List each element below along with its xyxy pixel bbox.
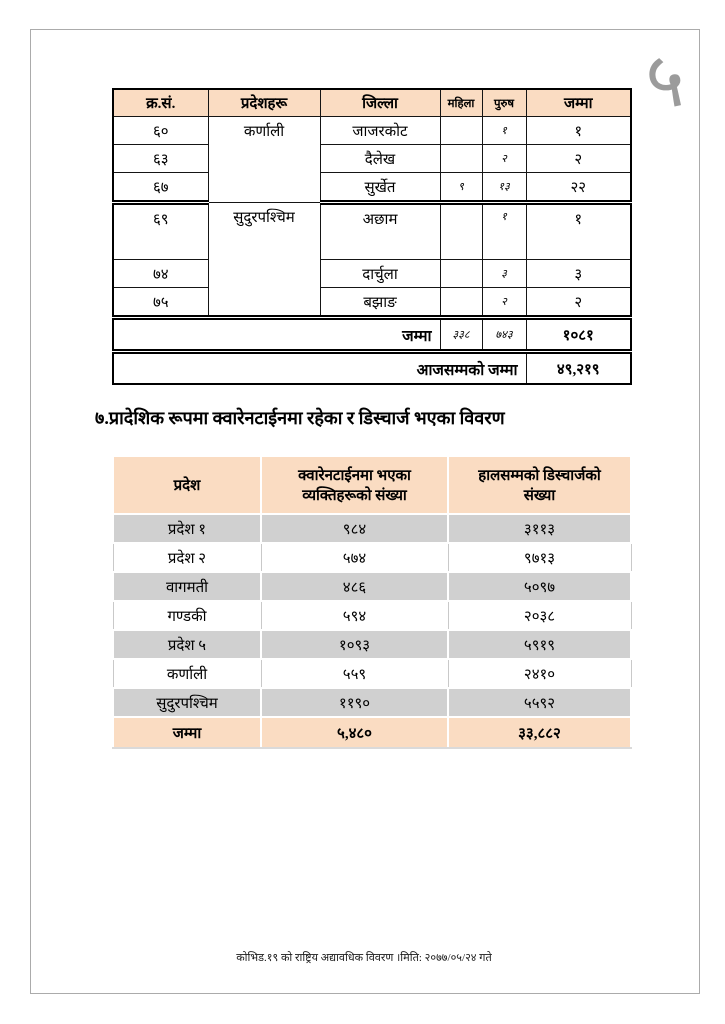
- cell-female: [440, 145, 482, 173]
- cell-female: [440, 260, 482, 288]
- province-table-container: [112, 455, 632, 749]
- cell-total: २: [526, 145, 631, 173]
- grand-total-row: [113, 352, 631, 385]
- total-value: १०८१: [526, 318, 631, 352]
- province-quarantine-table: [112, 455, 632, 749]
- district-breakdown-table: [112, 88, 632, 385]
- col-header-female: महिला: [440, 89, 482, 117]
- table-row: [113, 688, 631, 717]
- table-row: [113, 288, 631, 318]
- cell-province: प्रदेश ५: [113, 630, 261, 659]
- cell-male: १: [482, 117, 526, 145]
- cell-quarantine: ४८६: [261, 572, 448, 601]
- total-row: [113, 318, 631, 352]
- page-footer: कोभिड.१९ को राष्ट्रिय अद्यावधिक विवरण ।मिति: २०७७/०५/२४ गते: [236, 952, 492, 964]
- cell-discharge: २४१०: [448, 659, 631, 688]
- grand-total-label: आजसम्मको जम्मा: [113, 352, 526, 385]
- cell-serial: ६९: [113, 203, 208, 260]
- table-row: [113, 145, 631, 173]
- section-heading: ७.प्रादेशिक रूपमा क्वारेनटाईनमा रहेका र डिस्चार्ज भएका विवरण: [95, 408, 505, 428]
- table-row: [113, 514, 631, 543]
- cell-province: वागमती: [113, 572, 261, 601]
- table-row: [113, 572, 631, 601]
- cell-discharge: २०३८: [448, 601, 631, 630]
- total-quarantine: ५,४८०: [261, 717, 448, 748]
- cell-quarantine: ५५९: [261, 659, 448, 688]
- cell-male: ३: [482, 260, 526, 288]
- cell-district: दार्चुला: [320, 260, 440, 288]
- district-table-header-row: [113, 89, 631, 117]
- cell-male: १: [482, 203, 526, 260]
- cell-male: २: [482, 145, 526, 173]
- cell-district: जाजरकोट: [320, 117, 440, 145]
- cell-district: बझाङ: [320, 288, 440, 318]
- cell-quarantine: ५९४: [261, 601, 448, 630]
- cell-province: प्रदेश १: [113, 514, 261, 543]
- grand-total-value: ४९,२१९: [526, 352, 631, 385]
- cell-discharge: ९७१३: [448, 543, 631, 572]
- cell-province: कर्णाली: [208, 117, 320, 203]
- total-label: जम्मा: [113, 717, 261, 748]
- total-discharge: ३३,८८२: [448, 717, 631, 748]
- total-label: जम्मा: [113, 318, 440, 352]
- cell-discharge: ५९१९: [448, 630, 631, 659]
- cell-quarantine: ९८४: [261, 514, 448, 543]
- cell-female: ९: [440, 173, 482, 203]
- cell-total: १: [526, 203, 631, 260]
- col-header-serial: क्र.सं.: [113, 89, 208, 117]
- cell-discharge: ३११३: [448, 514, 631, 543]
- cell-district: दैलेख: [320, 145, 440, 173]
- cell-serial: ६०: [113, 117, 208, 145]
- cell-total: २: [526, 288, 631, 318]
- cell-total: २२: [526, 173, 631, 203]
- cell-total: ३: [526, 260, 631, 288]
- cell-province: प्रदेश २: [113, 543, 261, 572]
- cell-province: सुदुरपश्चिम: [113, 688, 261, 717]
- col-header-district: जिल्ला: [320, 89, 440, 117]
- cell-discharge: ५५९२: [448, 688, 631, 717]
- col-header-province: प्रदेश: [113, 456, 261, 514]
- cell-province: सुदुरपश्चिम: [208, 203, 320, 318]
- cell-female: [440, 288, 482, 318]
- table-row: [113, 173, 631, 203]
- total-male: ७४३: [482, 318, 526, 352]
- cell-serial: ६७: [113, 173, 208, 203]
- cell-serial: ७४: [113, 260, 208, 288]
- cell-district: अछाम: [320, 203, 440, 260]
- cell-quarantine: ११९०: [261, 688, 448, 717]
- table-row: [113, 117, 631, 145]
- total-row: [113, 717, 631, 748]
- cell-province: गण्डकी: [113, 601, 261, 630]
- cell-province: कर्णाली: [113, 659, 261, 688]
- cell-female: [440, 203, 482, 260]
- table-row: [113, 543, 631, 572]
- district-table-container: [112, 88, 632, 385]
- cell-female: [440, 117, 482, 145]
- table-row: [113, 601, 631, 630]
- col-header-province: प्रदेशहरू: [208, 89, 320, 117]
- cell-discharge: ५०९७: [448, 572, 631, 601]
- province-table-header-row: [113, 456, 631, 514]
- table-row: [113, 659, 631, 688]
- cell-district: सुर्खेत: [320, 173, 440, 203]
- cell-male: १३: [482, 173, 526, 203]
- page-number: ५: [645, 35, 685, 124]
- table-row: [113, 630, 631, 659]
- cell-quarantine: १०९३: [261, 630, 448, 659]
- cell-total: १: [526, 117, 631, 145]
- col-header-quarantine-count: क्वारेनटाईनमा भएका व्यक्तिहरूको संख्या: [261, 456, 448, 514]
- cell-serial: ७५: [113, 288, 208, 318]
- col-header-discharge-count: हालसम्मको डिस्चार्जको संख्या: [448, 456, 631, 514]
- table-row: [113, 260, 631, 288]
- cell-male: २: [482, 288, 526, 318]
- col-header-male: पुरुष: [482, 89, 526, 117]
- cell-serial: ६३: [113, 145, 208, 173]
- cell-quarantine: ५७४: [261, 543, 448, 572]
- table-row: [113, 203, 631, 260]
- total-female: ३३८: [440, 318, 482, 352]
- col-header-total: जम्मा: [526, 89, 631, 117]
